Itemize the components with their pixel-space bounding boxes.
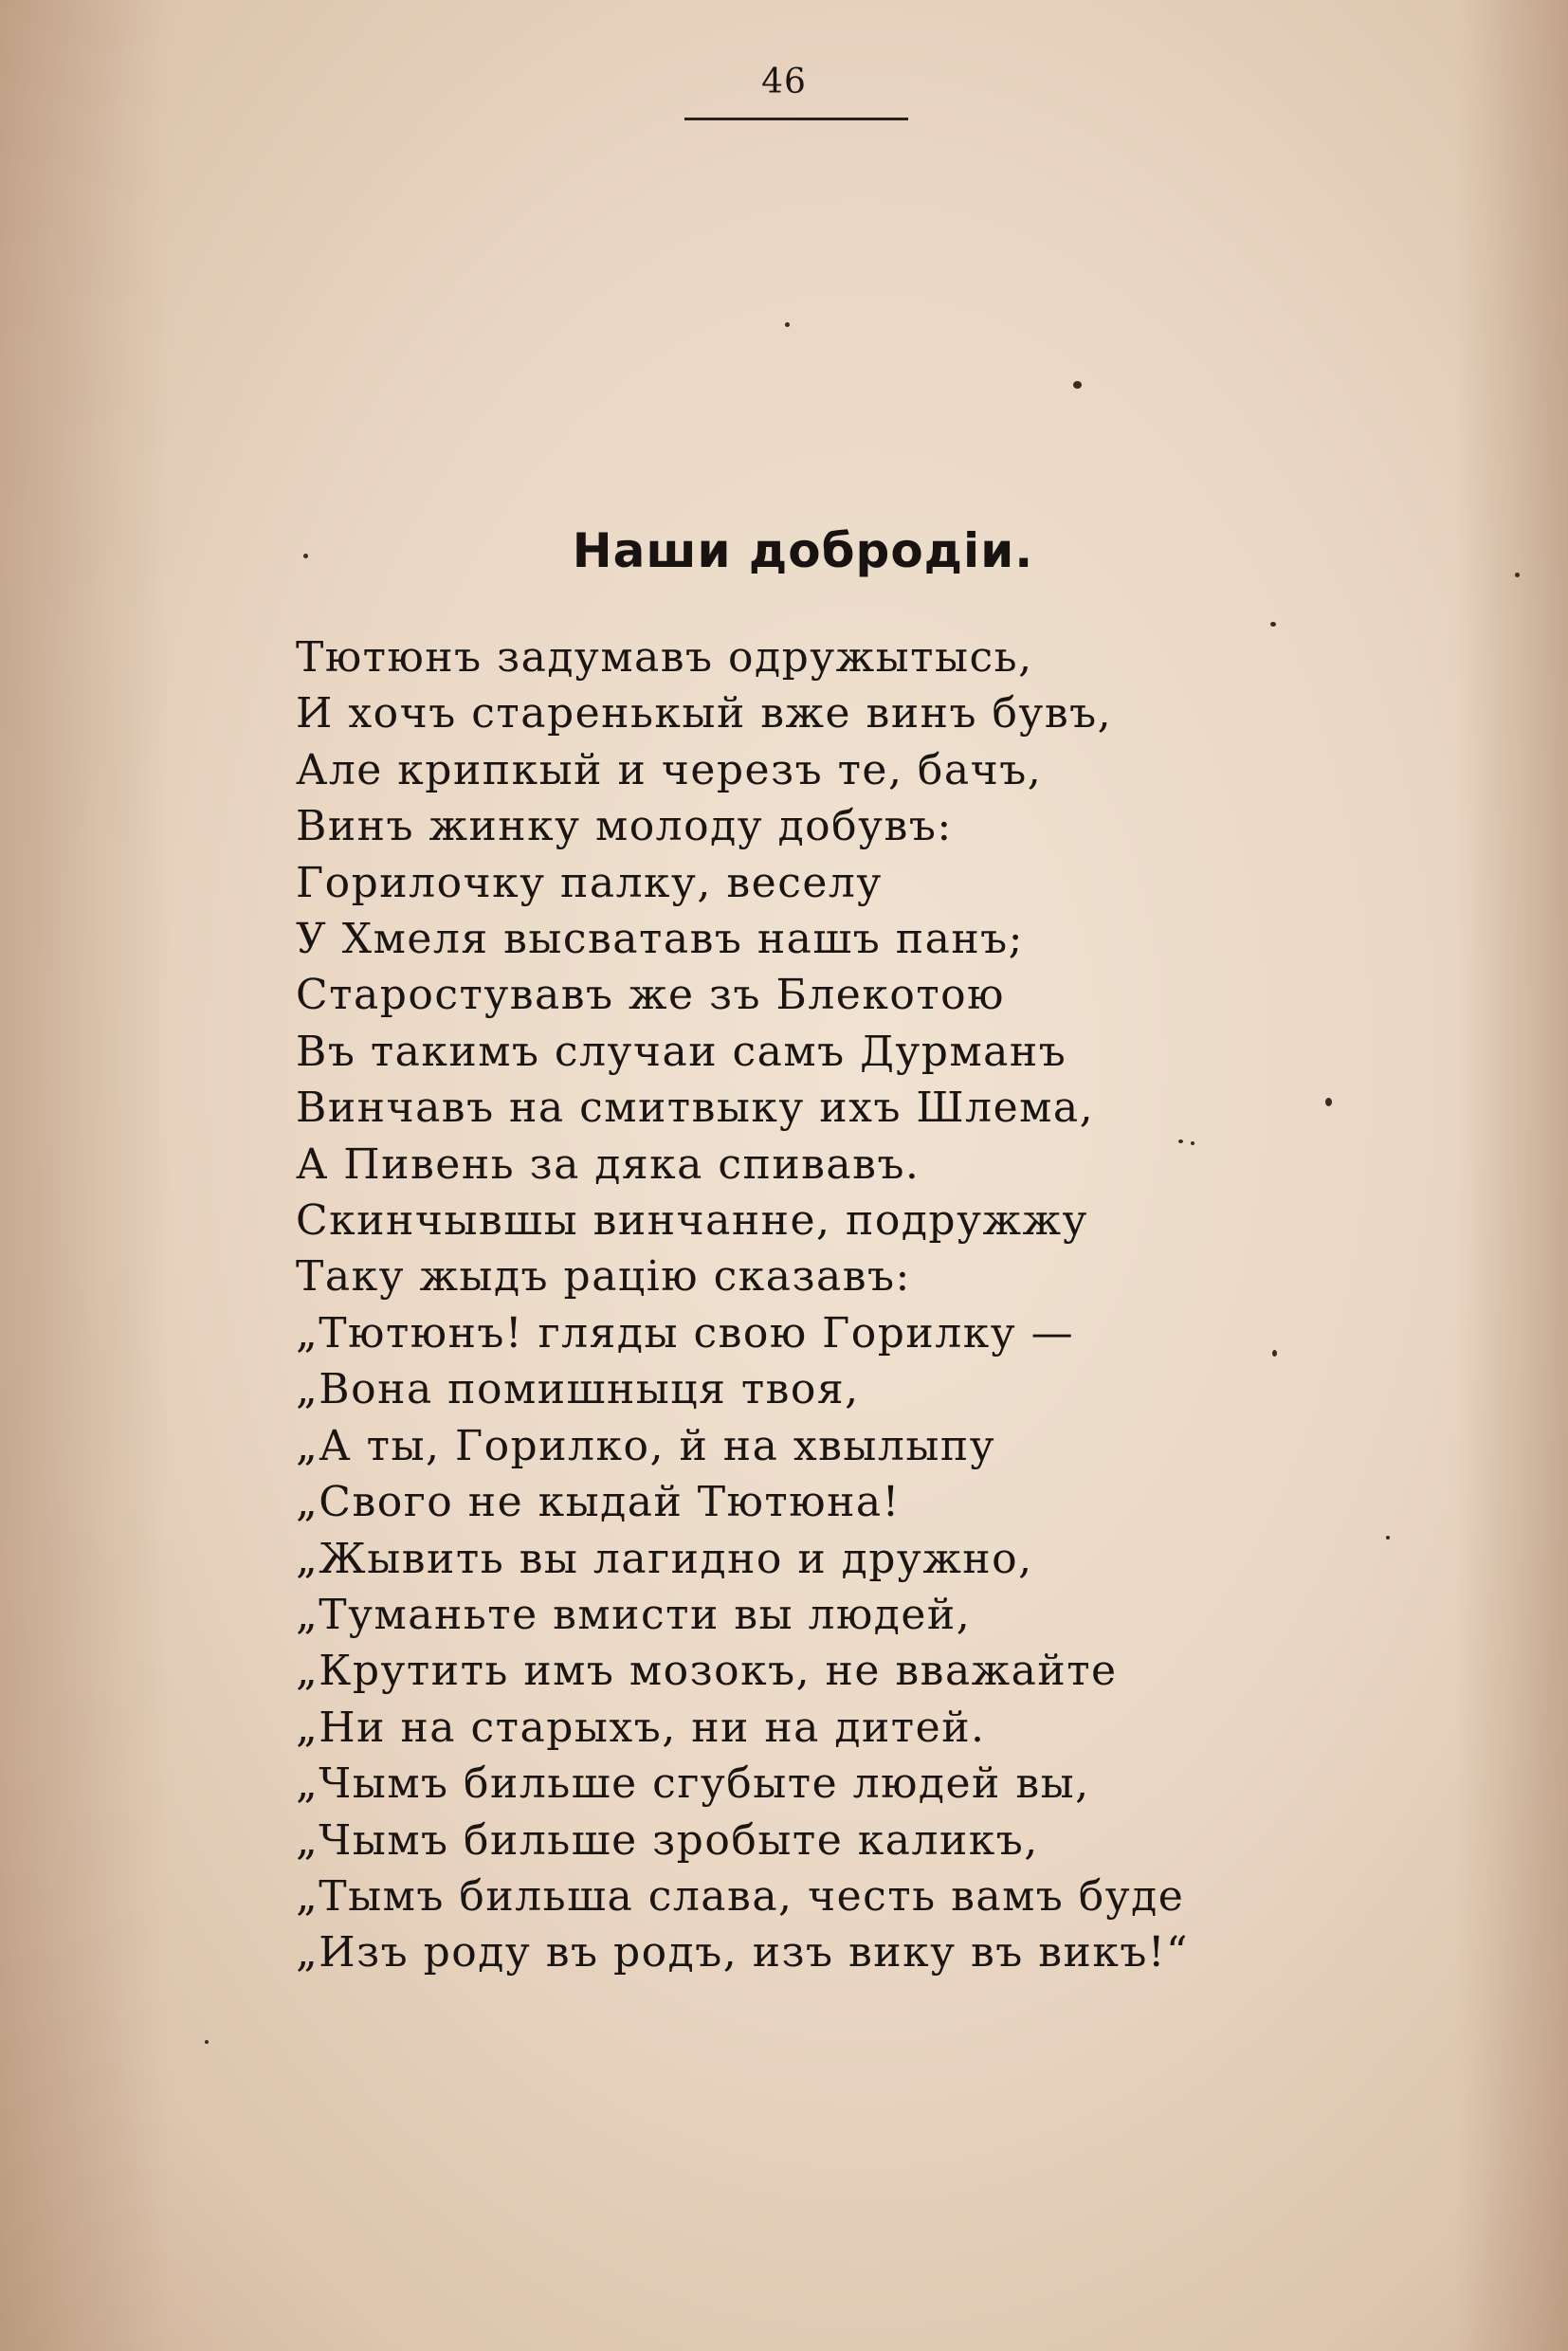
poem-line: Винчавъ на смитвыку ихъ Шлема, <box>296 1084 1095 1133</box>
paper-speck <box>1272 1350 1277 1357</box>
poem-line: „Крутить имъ мозокъ, не вважайте <box>296 1647 1118 1696</box>
page-shadow-right <box>1454 0 1568 2351</box>
poem-line: Скинчывшы винчанне, подружжу <box>296 1196 1088 1246</box>
page-number-rule <box>684 118 908 120</box>
paper-speck <box>1386 1536 1390 1540</box>
poem-line: „Изъ роду въ родъ, изъ вику въ викъ!“ <box>296 1928 1190 1977</box>
poem-line: У Хмеля высватавъ нашъ панъ; <box>296 915 1024 964</box>
page-number: 46 <box>761 63 807 101</box>
poem-line: Але крипкый и черезъ те, бачъ, <box>296 745 1043 794</box>
poem-title: Наши добродіи. <box>572 523 1034 578</box>
poem-line: „Тымъ бильша слава, честь вамъ буде <box>296 1871 1185 1921</box>
poem-line: Тютюнъ задумавъ одружытысь, <box>296 633 1033 682</box>
poem-line: И хочъ старенькый вже винъ бувъ, <box>296 689 1113 738</box>
poem-line: Старостувавъ же зъ Блекотою <box>296 971 1005 1020</box>
paper-speck <box>303 554 308 558</box>
poem-line: „Тютюнъ! гляды свою Горилку — <box>296 1308 1075 1358</box>
page-shadow-left <box>0 0 171 2351</box>
poem-line: Таку жыдъ рацію сказавъ: <box>296 1252 911 1302</box>
paper-speck <box>1325 1098 1332 1106</box>
poem-line: Горилочку палку, веселу <box>296 858 883 907</box>
paper-speck <box>1191 1141 1194 1145</box>
poem-line: „Вона помишныця твоя, <box>296 1365 860 1414</box>
paper-speck <box>205 2040 209 2044</box>
poem-line: Винъ жинку молоду добувъ: <box>296 802 953 851</box>
poem-line: А Пивень за дяка спивавъ. <box>296 1139 921 1189</box>
paper-speck <box>1515 573 1520 577</box>
paper-speck <box>785 322 790 327</box>
paper-speck <box>1270 622 1276 627</box>
poem-line: „Жывить вы лагидно и дружно, <box>296 1534 1033 1583</box>
poem-body <box>296 629 1358 1981</box>
poem-line: „Ни на старыхъ, ни на дитей. <box>296 1703 986 1752</box>
poem-line: „А ты, Горилко, й на хвылыпу <box>296 1421 996 1470</box>
paper-speck <box>1178 1139 1183 1143</box>
poem-line: „Туманьте вмисти вы людей, <box>296 1590 972 1639</box>
poem-line: „Свого не кыдай Тютюна! <box>296 1478 901 1527</box>
poem-line: „Чымъ бильше сгубыте людей вы, <box>296 1759 1090 1809</box>
paper-speck <box>1073 381 1082 389</box>
poem-line: „Чымъ бильше зробыте каликъ, <box>296 1815 1039 1865</box>
poem-line: Въ такимъ случаи самъ Дурманъ <box>296 1027 1067 1076</box>
